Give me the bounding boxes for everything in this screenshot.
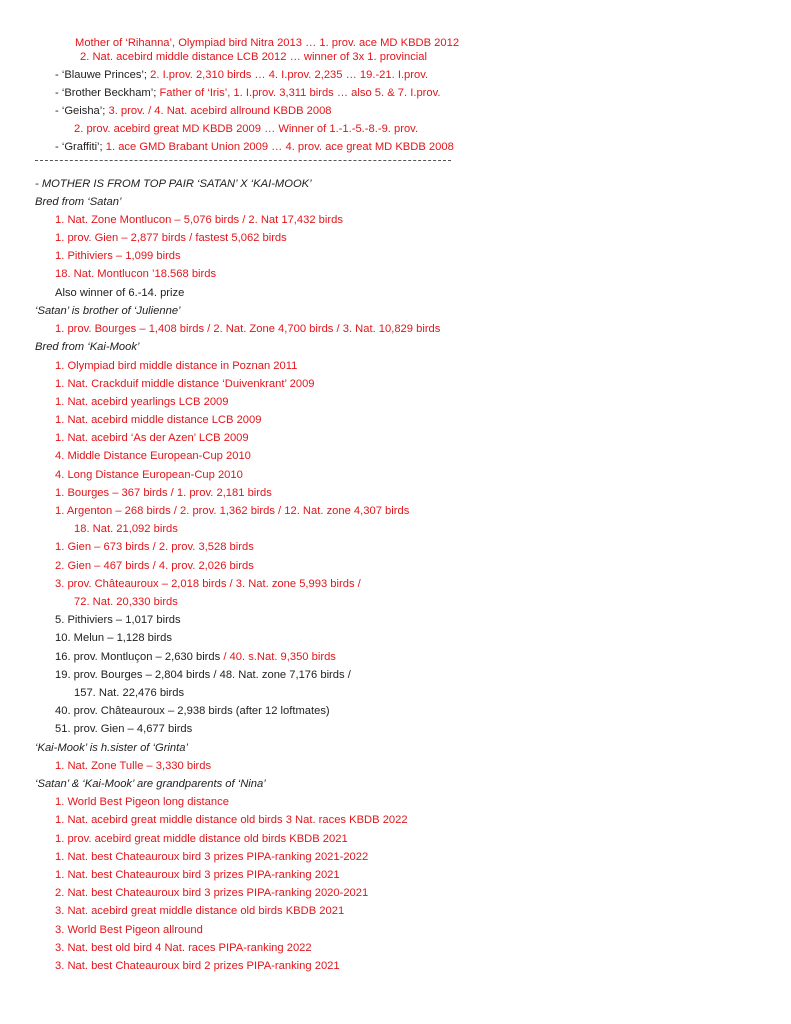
- result-line: 19. prov. Bourges – 2,804 birds / 48. Nat. zone 7,176 birds /: [55, 669, 351, 681]
- result-line: [55, 650, 336, 664]
- result-line: Also winner of 6.-14. prize: [55, 287, 185, 299]
- pigeon-results: 1. ace GMD Brabant Union 2009 … 4. prov. ace great MD KBDB 2008: [102, 141, 454, 153]
- result-line: 1. Nat. best Chateauroux bird 3 prizes PIPA-ranking 2021-2022: [55, 851, 369, 863]
- result-line: 40. prov. Châteauroux – 2,938 birds (after 12 loftmates): [55, 705, 330, 717]
- result-line: 3. Nat. best old bird 4 Nat. races PIPA-ranking 2022: [55, 942, 312, 954]
- result-line: 1. Bourges – 367 birds / 1. prov. 2,181 birds: [55, 487, 272, 499]
- result-line: 3. World Best Pigeon allround: [55, 924, 203, 936]
- pigeon-results: 2. I.prov. 2,310 birds … 4. I.prov. 2,235 … 19.-21. I.prov.: [147, 69, 429, 81]
- result-line: 1. Nat. acebird yearlings LCB 2009: [55, 396, 229, 408]
- pigeon-name: - ‘Brother Beckham’;: [55, 87, 157, 99]
- dashed-separator: [35, 160, 451, 161]
- result-line: 5. Pithiviers – 1,017 birds: [55, 614, 181, 626]
- section-heading: - MOTHER IS FROM TOP PAIR ‘SATAN’ X ‘KAI-MOOK’: [35, 178, 312, 190]
- result-line: 1. Gien – 673 birds / 2. prov. 3,528 birds: [55, 541, 254, 553]
- pigeon-name: - ‘Blauwe Princes’;: [55, 69, 148, 81]
- result-line: 1. prov. Bourges – 1,408 birds / 2. Nat. Zone 4,700 birds / 3. Nat. 10,829 birds: [55, 323, 441, 335]
- pigeon-results: 3. prov. / 4. Nat. acebird allround KBDB 2008: [105, 105, 332, 117]
- result-line: 18. Nat. 21,092 birds: [74, 523, 178, 535]
- result-line: 1. prov. acebird great middle distance old birds KBDB 2021: [55, 833, 348, 845]
- result-line: 3. Nat. best Chateauroux bird 2 prizes PIPA-ranking 2021: [55, 960, 340, 972]
- result-line: 1. Olympiad bird middle distance in Poznan 2011: [55, 360, 298, 372]
- result-line: 3. Nat. acebird great middle distance old birds KBDB 2021: [55, 905, 345, 917]
- subheading-satan: Bred from ‘Satan’: [35, 196, 122, 208]
- result-line: 2. Nat. best Chateauroux bird 3 prizes PIPA-ranking 2020-2021: [55, 887, 369, 899]
- result-line: 1. Argenton – 268 birds / 2. prov. 1,362 birds / 12. Nat. zone 4,307 birds: [55, 505, 410, 517]
- result-line: Mother of ‘Rihanna’, Olympiad bird Nitra 2013 … 1. prov. ace MD KBDB 2012: [75, 37, 460, 49]
- result-line: 2. Nat. acebird middle distance LCB 2012 … winner of 3x 1. provincial: [80, 51, 427, 63]
- result-line: 1. Pithiviers – 1,099 birds: [55, 250, 181, 262]
- result-line: 1. Nat. Zone Montlucon – 5,076 birds / 2. Nat 17,432 birds: [55, 214, 343, 226]
- result-line: 72. Nat. 20,330 birds: [74, 596, 178, 608]
- result-line: 157. Nat. 22,476 birds: [74, 687, 185, 699]
- subheading-nina: ‘Satan’ & ‘Kai-Mook’ are grandparents of ‘Nina’: [35, 778, 266, 790]
- result-line: 51. prov. Gien – 4,677 birds: [55, 723, 193, 735]
- result-line: 1. Nat. acebird middle distance LCB 2009: [55, 414, 262, 426]
- result-part: 16. prov. Montluçon – 2,630 birds: [55, 651, 221, 663]
- result-line: 2. prov. acebird great MD KBDB 2009 … Winner of 1.-1.-5.-8.-9. prov.: [74, 123, 419, 135]
- result-line: 2. Gien – 467 birds / 4. prov. 2,026 birds: [55, 560, 254, 572]
- result-line: 1. Nat. acebird ‘As der Azen’ LCB 2009: [55, 432, 249, 444]
- pigeon-entry: [55, 140, 454, 154]
- pigeon-entry: [55, 68, 428, 82]
- result-line: 1. Nat. best Chateauroux bird 3 prizes PIPA-ranking 2021: [55, 869, 340, 881]
- result-line: 1. Nat. Zone Tulle – 3,330 birds: [55, 760, 212, 772]
- result-line: 1. Nat. acebird great middle distance old birds 3 Nat. races KBDB 2022: [55, 814, 408, 826]
- result-line: 1. World Best Pigeon long distance: [55, 796, 229, 808]
- pigeon-results: Father of ‘Iris’, 1. I.prov. 3,311 birds … also 5. & 7. I.prov.: [156, 87, 441, 99]
- pigeon-name: - ‘Geisha’;: [55, 105, 106, 117]
- result-line: 10. Melun – 1,128 birds: [55, 632, 172, 644]
- result-line: 4. Middle Distance European-Cup 2010: [55, 450, 251, 462]
- result-line: 3. prov. Châteauroux – 2,018 birds / 3. Nat. zone 5,993 birds /: [55, 578, 361, 590]
- subheading-kai-mook: Bred from ‘Kai-Mook’: [35, 341, 140, 353]
- subheading-grinta: ‘Kai-Mook’ is h.sister of ‘Grinta’: [35, 742, 188, 754]
- pigeon-entry: [55, 104, 332, 118]
- pigeon-name: - ‘Graffiti’;: [55, 141, 103, 153]
- result-part: / 40. s.Nat. 9,350 birds: [220, 651, 336, 663]
- result-line: 4. Long Distance European-Cup 2010: [55, 469, 243, 481]
- result-line: 1. Nat. Crackduif middle distance ‘Duivenkrant’ 2009: [55, 378, 315, 390]
- pigeon-entry: [55, 86, 441, 100]
- result-line: 18. Nat. Montlucon ’18.568 birds: [55, 268, 217, 280]
- subheading-julienne: ‘Satan’ is brother of ‘Julienne’: [35, 305, 181, 317]
- result-line: 1. prov. Gien – 2,877 birds / fastest 5,062 birds: [55, 232, 287, 244]
